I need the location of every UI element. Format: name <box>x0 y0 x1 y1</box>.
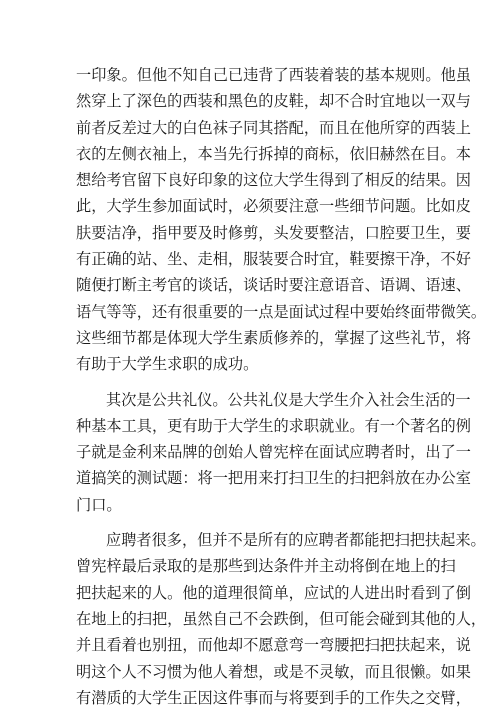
text-line: 有正确的站、坐、走相，服装要合时宜，鞋要擦干净，不好 <box>76 250 471 269</box>
paragraph-gap <box>76 378 436 387</box>
text-line: 有潜质的大学生正因这件事而与将要到手的工作失之交臂， <box>76 688 471 707</box>
text-line: 门口。 <box>76 495 122 514</box>
text-line: 在地上的扫把，虽然自己不会跌倒，但可能会碰到其他的人， <box>76 609 487 628</box>
text-line: 并且看着也别扭，而他却不愿意弯一弯腰把扫把扶起来，说 <box>76 636 471 655</box>
paragraph-gap <box>76 518 436 527</box>
text-line: 随便打断主考官的谈话，谈话时要注意语音、语调、语速、 <box>76 276 471 295</box>
text-line: 语气等等，还有很重要的一点是面试过程中要始终面带微笑。 <box>76 302 487 321</box>
paragraph <box>76 62 487 378</box>
text-line: 曾宪梓最后录取的是那些到达条件并主动将倒在地上的扫 <box>76 557 456 576</box>
text-line: 道搞笑的测试题：将一把用来打扫卫生的扫把斜放在办公室 <box>76 469 471 488</box>
text-line: 这些细节都是体现大学生素质修养的，掌握了这些礼节，将 <box>76 328 471 347</box>
text-line: 想给考官留下良好印象的这位大学生得到了相反的结果。因 <box>76 171 471 190</box>
text-line: 此，大学生参加面试时，必须要注意一些细节问题。比如皮 <box>76 197 471 216</box>
text-line: 其次是公共礼仪。公共礼仪是大学生介入社会生活的一 <box>106 390 471 409</box>
text-line: 衣的左侧衣袖上，本当先行拆掉的商标，依旧赫然在目。本 <box>76 144 471 163</box>
paragraph <box>76 527 487 711</box>
paragraph <box>76 387 471 518</box>
text-line: 明这个人不习惯为他人着想，或是不灵敏，而且很懒。如果 <box>76 662 471 681</box>
text-line: 把扶起来的人。他的道理很简单，应试的人进出时看到了倒 <box>76 583 471 602</box>
document-page <box>76 62 487 711</box>
text-line: 然穿上了深色的西装和黑色的皮鞋，却不合时宜地以一双与 <box>76 92 471 111</box>
text-line: 有助于大学生求职的成功。 <box>76 355 259 374</box>
text-line: 应聘者很多，但并不是所有的应聘者都能把扫把扶起来。 <box>106 531 486 550</box>
text-line: 一印象。但他不知自己已违背了西装着装的基本规则。他虽 <box>76 66 471 84</box>
text-line: 前者反差过大的白色袜子同其搭配，而且在他所穿的西装上 <box>76 118 471 137</box>
text-line: 肤要洁净，指甲要及时修剪，头发要整洁，口腔要卫生，要 <box>76 223 471 242</box>
text-line: 种基本工具，更有助于大学生的求职就业。有一个著名的例 <box>76 416 471 435</box>
text-line: 子就是金利来品牌的创始人曾宪梓在面试应聘者时，出了一 <box>76 443 471 462</box>
